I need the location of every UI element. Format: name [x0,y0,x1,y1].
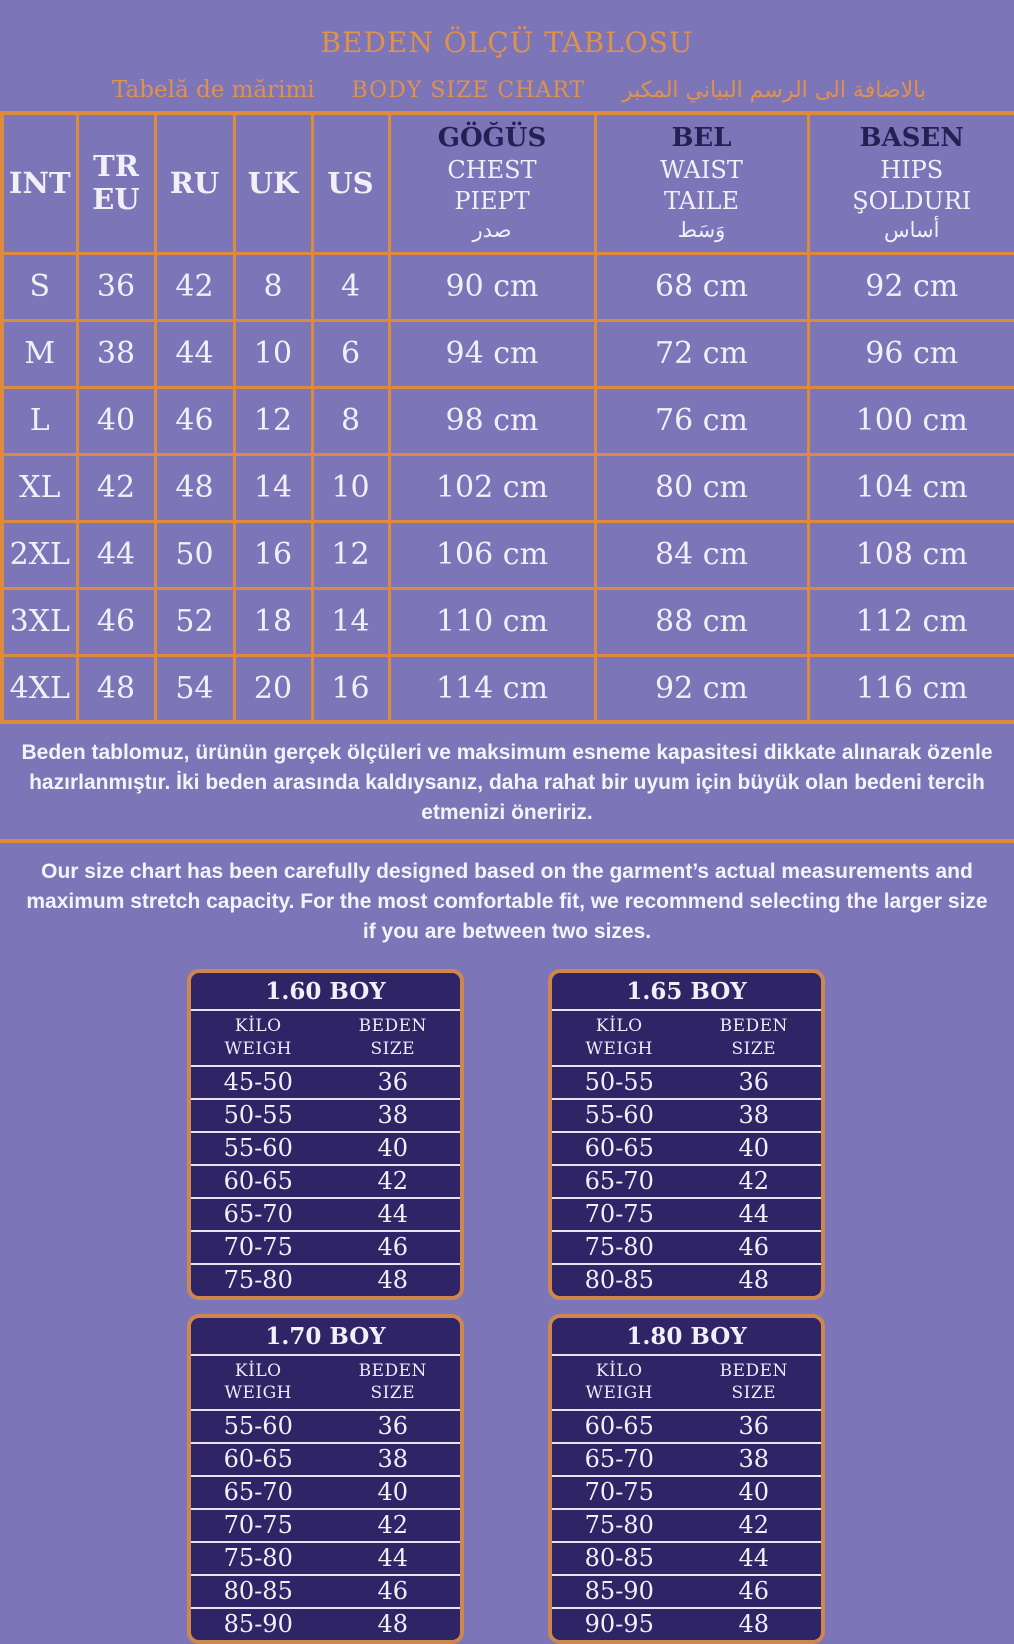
size-cell: 116 cm [808,655,1014,722]
size-cell: 6 [312,320,389,387]
size-cell: 40 [77,387,155,454]
col-header-int: INT [2,113,77,253]
size-cell: 10 [234,320,312,387]
size-cell: 10 [312,454,389,521]
kilo-header: KİLO WEIGH [224,1016,292,1059]
table-row: 80-85 46 [191,1574,460,1607]
note-english: Our size chart has been carefully designed based on the garment’s actual measurements and maximum stretch capacity. For the most comfortable fit, we recommend selecting the larger size if you are between two sizes. [26,859,988,944]
subtitle-row [0,77,1014,103]
height-table-title: 1.65 BOY [626,978,747,1006]
table-row: 75-80 48 [191,1263,460,1296]
size-cell: 12 [234,387,312,454]
size-cell: 42 [77,454,155,521]
table-row: 75-80 42 [552,1508,821,1541]
height-table-header [552,1009,821,1064]
size-cell: 92 cm [595,655,808,722]
table-row: 75-80 46 [552,1230,821,1263]
size-cell: 76 cm [595,387,808,454]
size-cell: 90 cm [389,253,595,320]
size-cell: 4 [312,253,389,320]
kilo-header: KİLO WEIGH [585,1016,653,1059]
size-cell: 80 cm [595,454,808,521]
height-table-165 [548,969,825,1299]
size-cell: 100 cm [808,387,1014,454]
size-row-2xl [2,521,1014,588]
size-cell: 114 cm [389,655,595,722]
col-header-tr-eu: TR EU [77,113,155,253]
size-cell: 2XL [2,521,77,588]
size-cell: 4XL [2,655,77,722]
size-cell: M [2,320,77,387]
table-row: 65-70 44 [191,1197,460,1230]
table-row: 70-75 40 [552,1475,821,1508]
size-cell: XL [2,454,77,521]
table-row: 55-60 40 [191,1131,460,1164]
col-header-ru: RU [155,113,234,253]
size-row-4xl [2,655,1014,722]
kilo-header: KİLO WEIGH [585,1360,653,1403]
page-title: BEDEN ÖLÇÜ TABLOSU [320,26,694,59]
size-cell: 36 [77,253,155,320]
height-table-180 [548,1314,825,1644]
table-row: 55-60 36 [191,1409,460,1442]
size-row-xl [2,454,1014,521]
size-row-m [2,320,1014,387]
table-row: 80-85 44 [552,1541,821,1574]
table-row: 60-65 40 [552,1131,821,1164]
height-weight-tables [187,969,827,1643]
height-table-160 [187,969,464,1299]
divider-line [0,839,1014,843]
size-cell: 110 cm [389,588,595,655]
height-table-header [552,1354,821,1409]
size-cell: 18 [234,588,312,655]
beden-header: BEDEN SIZE [719,1360,788,1403]
table-row: 70-75 42 [191,1508,460,1541]
table-row: 60-65 38 [191,1442,460,1475]
size-cell: L [2,387,77,454]
size-cell: 46 [155,387,234,454]
subtitle-english: BODY SIZE CHART [351,78,586,103]
table-row: 45-50 36 [191,1065,460,1098]
table-row: 65-70 38 [552,1442,821,1475]
table-row: 65-70 42 [552,1164,821,1197]
size-cell: 94 cm [389,320,595,387]
height-table-title: 1.60 BOY [265,978,386,1006]
height-table-header [191,1009,460,1064]
height-table-header [191,1354,460,1409]
kilo-header: KİLO WEIGH [224,1360,292,1403]
size-cell: 96 cm [808,320,1014,387]
size-row-l [2,387,1014,454]
table-row: 90-95 48 [552,1607,821,1640]
table-row: 50-55 36 [552,1065,821,1098]
size-cell: 50 [155,521,234,588]
size-cell: 68 cm [595,253,808,320]
size-cell: 104 cm [808,454,1014,521]
size-row-s [2,253,1014,320]
table-row: 85-90 46 [552,1574,821,1607]
size-cell: 20 [234,655,312,722]
size-cell: 42 [155,253,234,320]
size-cell: 88 cm [595,588,808,655]
size-cell: 48 [155,454,234,521]
size-cell: 84 cm [595,521,808,588]
size-cell: 46 [77,588,155,655]
size-table-header-row [2,113,1014,253]
size-cell: 106 cm [389,521,595,588]
col-header-us: US [312,113,389,253]
size-cell: 8 [234,253,312,320]
size-cell: S [2,253,77,320]
table-row: 70-75 46 [191,1230,460,1263]
size-cell: 12 [312,521,389,588]
table-row: 65-70 40 [191,1475,460,1508]
col-header-chest: GÖĞÜS CHEST PIEPT صدر [389,113,595,253]
height-table-title: 1.70 BOY [265,1322,386,1350]
size-cell: 52 [155,588,234,655]
beden-header: BEDEN SIZE [719,1016,788,1059]
table-row: 80-85 48 [552,1263,821,1296]
size-cell: 3XL [2,588,77,655]
subtitle-arabic: بالاضافة الى الرسم البياني المكبر [622,78,926,103]
subtitle-romanian: Tabelă de mărimi [112,77,315,103]
beden-header: BEDEN SIZE [358,1360,427,1403]
body-size-table [0,111,1014,724]
size-cell: 72 cm [595,320,808,387]
height-table-title: 1.80 BOY [626,1322,747,1350]
size-cell: 48 [77,655,155,722]
col-header-waist: BEL WAIST TAILE وَسَط [595,113,808,253]
size-cell: 54 [155,655,234,722]
table-row: 60-65 42 [191,1164,460,1197]
beden-header: BEDEN SIZE [358,1016,427,1059]
height-table-170 [187,1314,464,1644]
col-header-hips: BASEN HIPS ŞOLDURI أساس [808,113,1014,253]
size-cell: 38 [77,320,155,387]
page-header [0,0,1014,103]
size-row-3xl [2,588,1014,655]
size-cell: 102 cm [389,454,595,521]
size-cell: 98 cm [389,387,595,454]
table-row: 60-65 36 [552,1409,821,1442]
size-cell: 112 cm [808,588,1014,655]
table-row: 75-80 44 [191,1541,460,1574]
table-row: 85-90 48 [191,1607,460,1640]
col-header-uk: UK [234,113,312,253]
size-cell: 14 [312,588,389,655]
table-row: 55-60 38 [552,1098,821,1131]
size-cell: 92 cm [808,253,1014,320]
size-cell: 44 [155,320,234,387]
size-cell: 14 [234,454,312,521]
note-turkish: Beden tablomuz, ürünün gerçek ölçüleri ve maksimum esneme kapasitesi dikkate alınarak özenle hazırlanmıştır. İki beden arasında kaldıysanız, daha rahat bir uyum için büyük olan bedeni tercih etmenizi öneririz. [21,741,993,825]
size-cell: 44 [77,521,155,588]
size-cell: 16 [234,521,312,588]
table-row: 70-75 44 [552,1197,821,1230]
table-row: 50-55 38 [191,1098,460,1131]
size-cell: 108 cm [808,521,1014,588]
size-cell: 16 [312,655,389,722]
size-cell: 8 [312,387,389,454]
